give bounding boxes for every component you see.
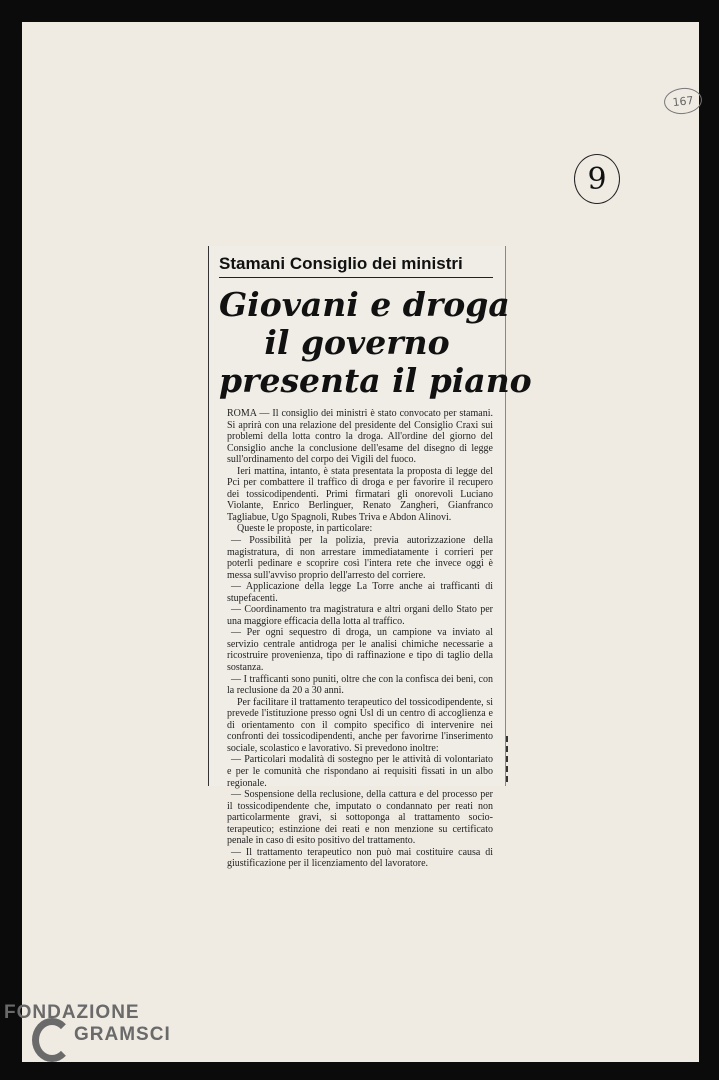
paragraph: Ieri mattina, intanto, è stata presentata la proposta di legge del Pci per combattere il traffico di droga e per favorire il recupero dei tossicodipendenti. Primi firmatari gli onorevoli Luciano Violante, Enrico Berlinguer, Renato Zangheri, Gianfranco Tagliabue, Ugo Spagnoli, Rubes Triva e Abdon Alinovi. <box>227 465 493 523</box>
column-rule-marks <box>503 736 508 782</box>
article-body <box>227 408 493 870</box>
paragraph: — I trafficanti sono puniti, oltre che con la confisca dei beni, con la reclusione da 20 a 30 anni. <box>227 673 493 697</box>
paragraph: ROMA — Il consiglio dei ministri è stato convocato per stamani. Si aprirà con una relazione del presidente del Consiglio Craxi sui problemi della lotta contro la droga. All'ordine del giorno del Consiglio anche la conclusione dell'esame del disegno di legge sull'ordinamento del corpo dei Vigili del fuoco. <box>227 408 493 466</box>
watermark-line1: FONDAZIONE <box>4 1002 140 1023</box>
pen-circled-number <box>574 154 620 204</box>
pencil-page-number <box>663 86 704 116</box>
headline-line: Giovani e droga <box>219 285 510 324</box>
paragraph: — Coordinamento tra magistratura e altri organi dello Stato per una maggiore efficacia della lotta al traffico. <box>227 604 493 627</box>
paragraph: Per facilitare il trattamento terapeutico del tossicodipendente, si prevede l'istituzione presso ogni Usl di un centro di accoglienza e di orientamento con il compito specifico di intervenire nei confronti dei tossicodipendenti, anche per favorirne l'inserimento sociale, scolastico e lavorativo. Si prevedono inoltre: <box>227 696 493 754</box>
paragraph: Queste le proposte, in particolare: <box>237 523 373 535</box>
paragraph: — Applicazione della legge La Torre anche ai trafficanti di stupefacenti. <box>227 581 493 604</box>
fondazione-gramsci-logo <box>4 1002 184 1072</box>
paragraph: — Sospensione della reclusione, della cattura e del processo per il tossicodipendente che, imputato o condannato per reati non particolarmente gravi, si sottoponga al trattamento socio-terapeutico; estinzione dei reati e non menzione su certificato penale in caso di esito positivo del trattamento. <box>227 789 493 847</box>
watermark-line2: GRAMSCI <box>74 1024 171 1045</box>
pencil-number-text: 167 <box>671 93 695 109</box>
paragraph: — Il trattamento terapeutico non può mai costituire causa di giustificazione per il licenziamento del lavoratore. <box>227 846 493 870</box>
paragraph: — Per ogni sequestro di droga, un campione va inviato al servizio centrale antidroga per le analisi chimiche necessarie a ricostruire provenienza, tipo di raffinazione e tipo di taglio della sostanza. <box>227 627 493 674</box>
paragraph: — Particolari modalità di sostegno per le attività di volontariato e per le comunità che rispondano ai requisiti fissati in un albo regionale. <box>227 754 493 789</box>
headline-line: presenta il piano <box>219 361 532 400</box>
headline-line: il governo <box>264 323 450 362</box>
pen-number-text: 9 <box>587 161 607 197</box>
gramsci-g-icon <box>32 1018 72 1062</box>
headline <box>219 285 532 400</box>
kicker: Stamani Consiglio dei ministri <box>219 254 493 278</box>
paragraph: — Possibilità per la polizia, previa autorizzazione della magistratura, di non arrestare immediatamente i corrieri per poterli pedinare e scoprire così l'intera rete che invece oggi è messa sull'avviso proprio dell'arresto del corriere. <box>227 535 493 581</box>
newspaper-clipping <box>208 246 532 870</box>
